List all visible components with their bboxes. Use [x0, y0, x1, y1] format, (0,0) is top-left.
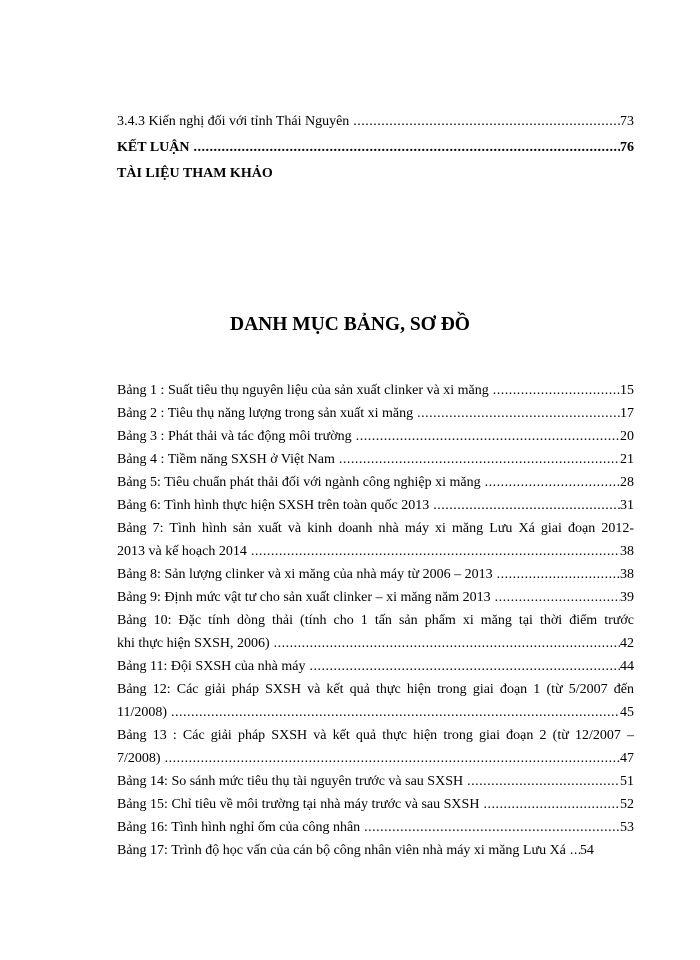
- dot-leader: [349, 114, 620, 130]
- table-entry-line1[interactable]: Bảng 12: Các giải pháp SXSH và kết quả thực hiện trong giai đoạn 1 (từ 5/2007 đến: [117, 682, 634, 697]
- toc-entry-page: 73: [620, 114, 634, 129]
- toc-entry-label: KẾT LUẬN: [117, 140, 190, 155]
- table-entry-page: 39: [620, 590, 634, 605]
- table-entry-page: 17: [620, 406, 634, 421]
- list-title: DANH MỤC BẢNG, SƠ ĐỒ: [230, 314, 470, 335]
- table-entry[interactable]: [117, 406, 634, 422]
- table-entry-line1[interactable]: Bảng 10: Đặc tính dòng thải (tính cho 1 tấn sản phẩm xi măng tại thời điểm trước: [117, 613, 634, 628]
- dot-leader: [463, 774, 620, 790]
- table-entry-page: 20: [620, 429, 634, 444]
- table-entry-page: 38: [620, 567, 634, 582]
- table-entry[interactable]: [117, 475, 634, 491]
- table-entry-page: 51: [620, 774, 634, 789]
- dot-leader: [270, 636, 620, 652]
- table-entry-label: Bảng 15: Chỉ tiêu về môi trường tại nhà máy trước và sau SXSH: [117, 797, 480, 812]
- table-entry[interactable]: [117, 751, 634, 767]
- table-entry-line1[interactable]: Bảng 13 : Các giải pháp SXSH và kết quả thực hiện trong giai đoạn 2 (từ 12/2007 –: [117, 728, 634, 743]
- table-entry-page: 21: [620, 452, 634, 467]
- table-entry-page: 15: [620, 383, 634, 398]
- table-entry[interactable]: [117, 820, 634, 836]
- dot-leader: [161, 751, 620, 767]
- table-entry-label: 2013 và kế hoạch 2014: [117, 544, 247, 559]
- dot-leader: [491, 590, 620, 606]
- toc-entry-3-4-3[interactable]: [117, 114, 634, 130]
- table-entry-page: 47: [620, 751, 634, 766]
- dot-leader: [189, 140, 620, 156]
- table-entry-page: 54: [579, 843, 594, 858]
- table-entry[interactable]: [117, 452, 634, 468]
- dot-leader: [305, 659, 620, 675]
- table-entry-label: Bảng 14: So sánh mức tiêu thụ tài nguyên trước và sau SXSH: [117, 774, 464, 789]
- toc-entry-ket-luan[interactable]: [117, 140, 634, 156]
- toc-entry-tai-lieu[interactable]: [117, 166, 634, 182]
- table-entry[interactable]: [117, 544, 634, 560]
- dot-leader: [479, 797, 620, 813]
- table-entry-label: Bảng 11: Đội SXSH của nhà máy: [117, 659, 306, 674]
- table-entry-page: 28: [620, 475, 634, 490]
- dot-leader: [413, 406, 620, 422]
- table-entry[interactable]: [117, 774, 634, 790]
- table-entry-line1[interactable]: Bảng 7: Tình hình sản xuất và kinh doanh nhà máy xi măng Lưu Xá giai đoạn 2012-: [117, 521, 634, 536]
- dot-leader: [352, 429, 620, 445]
- table-entry-label: Bảng 4 : Tiềm năng SXSH ở Việt Nam: [117, 452, 335, 467]
- table-entry-label: 11/2008): [117, 705, 168, 720]
- table-entry[interactable]: [117, 383, 634, 399]
- dot-leader: [360, 820, 620, 836]
- table-entry[interactable]: [117, 659, 634, 675]
- table-entry-label: Bảng 16: Tình hình nghỉ ốm của công nhân: [117, 820, 361, 835]
- dot-leader: [335, 452, 620, 468]
- toc-entry-label: TÀI LIỆU THAM KHẢO: [117, 166, 273, 181]
- dot-leader: [429, 498, 620, 514]
- table-entry-label: Bảng 9: Định mức vật tư cho sản xuất clinker – xi măng năm 2013: [117, 590, 491, 605]
- table-entry[interactable]: [117, 590, 634, 606]
- table-entry-page: 44: [620, 659, 634, 674]
- table-entry-label: khi thực hiện SXSH, 2006): [117, 636, 270, 651]
- table-entry[interactable]: [117, 843, 634, 859]
- dot-leader: [167, 705, 620, 721]
- table-entry-label: Bảng 6: Tình hình thực hiện SXSH trên toàn quốc 2013: [117, 498, 430, 513]
- dot-leader: [493, 567, 620, 583]
- toc-entry-page: 76: [620, 140, 634, 155]
- table-entry-page: 52: [620, 797, 634, 812]
- table-entry-label: Bảng 2 : Tiêu thụ năng lượng trong sản xuất xi măng: [117, 406, 414, 421]
- table-entry[interactable]: [117, 567, 634, 583]
- table-entry-page: 31: [620, 498, 634, 513]
- table-entry-page: 42: [620, 636, 634, 651]
- table-entry[interactable]: [117, 429, 634, 445]
- table-entry[interactable]: [117, 636, 634, 652]
- dot-leader: [247, 544, 620, 560]
- table-entry-label: 7/2008): [117, 751, 161, 766]
- table-entry[interactable]: [117, 797, 634, 813]
- dot-leader: [481, 475, 620, 491]
- table-entry-label: Bảng 3 : Phát thải và tác động môi trường: [117, 429, 352, 444]
- dot-leader: [489, 383, 620, 399]
- table-entry-label: Bảng 1 : Suất tiêu thụ nguyên liệu của sản xuất clinker và xi măng: [117, 383, 489, 398]
- toc-entry-label: 3.4.3 Kiến nghị đối với tỉnh Thái Nguyên: [117, 114, 350, 129]
- table-entry-label: Bảng 8: Sản lượng clinker và xi măng của nhà máy từ 2006 – 2013: [117, 567, 493, 582]
- dot-leader: [566, 843, 580, 859]
- table-entry[interactable]: [117, 498, 634, 514]
- table-entry-page: 38: [620, 544, 634, 559]
- table-entry-label: Bảng 17: Trình độ học vấn của cán bộ công nhân viên nhà máy xi măng Lưu Xá: [117, 843, 566, 858]
- table-entry-label: Bảng 5: Tiêu chuẩn phát thải đối với ngành công nghiệp xi măng: [117, 475, 481, 490]
- table-entry-page: 45: [620, 705, 634, 720]
- table-entry[interactable]: [117, 705, 634, 721]
- table-entry-page: 53: [620, 820, 634, 835]
